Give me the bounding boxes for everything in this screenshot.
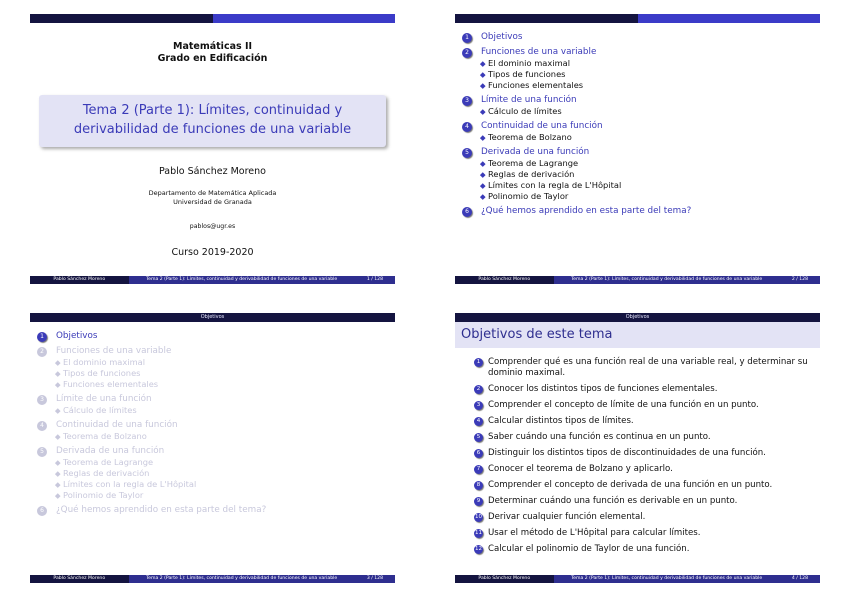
toc-section[interactable]: 6 ¿Qué hemos aprendido en esta parte del tema?	[37, 505, 391, 516]
toc-subsection[interactable]: Reglas de derivación	[462, 169, 816, 180]
institution	[30, 189, 395, 207]
toc-subsection[interactable]: Polinomio de Taylor	[462, 191, 816, 202]
item-number-icon: 3	[474, 401, 483, 410]
objectives-list	[474, 357, 814, 560]
list-item: 12 Calcular el polinomio de Taylor de una función.	[475, 544, 690, 554]
item-number-icon: 5	[474, 433, 483, 442]
section-header	[30, 313, 395, 322]
header-bar	[30, 14, 395, 23]
diamond-bullet-icon	[480, 109, 485, 114]
toc-subsection[interactable]: Teorema de Bolzano	[37, 431, 391, 442]
diamond-bullet-icon	[480, 161, 485, 166]
item-number-icon: 4	[474, 417, 483, 426]
toc-subsection[interactable]: Funciones elementales	[37, 379, 391, 390]
list-item: 3 Comprender el concepto de límite de una función en un punto.	[474, 400, 814, 411]
toc-subsection[interactable]: Teorema de Bolzano	[462, 132, 816, 143]
toc-section-current[interactable]: 1 Objetivos	[37, 331, 391, 342]
toc-section[interactable]: 5 Derivada de una función	[37, 446, 391, 457]
diamond-bullet-icon	[480, 135, 485, 140]
diamond-bullet-icon	[480, 194, 485, 199]
item-number-icon: 10	[475, 514, 482, 520]
footer	[30, 575, 395, 583]
title-box	[39, 95, 386, 147]
diamond-bullet-icon	[480, 83, 485, 88]
subject-block	[30, 41, 395, 65]
footer-title: Tema 2 (Parte 1): Límites, continuidad y derivabilidad de funciones de una variable	[554, 276, 780, 284]
diamond-bullet-icon	[55, 460, 60, 465]
page-number: 1 / 128	[355, 276, 395, 284]
diamond-bullet-icon	[55, 408, 60, 413]
university: Universidad de Granada	[173, 198, 252, 206]
list-item: 7 Conocer el teorema de Bolzano y aplicarlo.	[474, 464, 814, 475]
list-item: 5 Saber cuándo una función es continua en un punto.	[474, 432, 814, 443]
footer-author: Pablo Sánchez Moreno	[455, 575, 554, 583]
item-number-icon: 2	[474, 385, 483, 394]
footer	[455, 276, 820, 284]
section-number-icon: 2	[462, 48, 472, 58]
presentation-title: Tema 2 (Parte 1): Límites, continuidad y derivabilidad de funciones de una variable	[73, 103, 352, 137]
footer-title: Tema 2 (Parte 1): Límites, continuidad y derivabilidad de funciones de una variable	[129, 575, 355, 583]
toc-section[interactable]: 6 ¿Qué hemos aprendido en esta parte del tema?	[462, 206, 816, 217]
toc-subsection[interactable]: El dominio maximal	[462, 58, 816, 69]
diamond-bullet-icon	[55, 360, 60, 365]
toc-subsection[interactable]: Teorema de Lagrange	[37, 457, 391, 468]
section-header	[455, 313, 820, 322]
diamond-bullet-icon	[55, 371, 60, 376]
item-number-icon: 8	[474, 481, 483, 490]
slide-1	[30, 14, 395, 284]
section-number-icon: 5	[37, 447, 47, 457]
toc-section[interactable]: 3 Límite de una función	[462, 95, 816, 106]
list-item: 6 Distinguir los distintos tipos de discontinuidades de una función.	[474, 448, 814, 459]
toc-subsection[interactable]: Polinomio de Taylor	[37, 490, 391, 501]
email-link[interactable]: pablos@ugr.es	[189, 223, 236, 230]
item-number-icon: 9	[474, 497, 483, 506]
diamond-bullet-icon	[55, 434, 60, 439]
frame-title: Objetivos de este tema	[455, 322, 820, 348]
section-number-icon: 5	[462, 148, 472, 158]
diamond-bullet-icon	[480, 61, 485, 66]
degree: Grado en Edificación	[157, 53, 268, 64]
toc-subsection[interactable]: Límites con la regla de L'Hôpital	[37, 479, 391, 490]
header-bar	[455, 14, 820, 23]
list-item: 11 Usar el método de L'Hôpital para calcular límites.	[475, 528, 701, 538]
toc-section[interactable]: 4 Continuidad de una función	[37, 420, 391, 431]
footer-author: Pablo Sánchez Moreno	[30, 575, 129, 583]
footer-title: Tema 2 (Parte 1): Límites, continuidad y derivabilidad de funciones de una variable	[129, 276, 355, 284]
diamond-bullet-icon	[55, 482, 60, 487]
slide-3	[30, 313, 395, 583]
toc-subsection[interactable]: Tipos de funciones	[462, 69, 816, 80]
item-number-icon: 11	[475, 530, 482, 536]
section-number-icon: 6	[462, 207, 472, 217]
subject: Matemáticas II	[172, 41, 253, 52]
diamond-bullet-icon	[480, 72, 485, 77]
diamond-bullet-icon	[480, 172, 485, 177]
list-item: 10 Derivar cualquier función elemental.	[475, 512, 646, 522]
diamond-bullet-icon	[55, 382, 60, 387]
item-number-icon: 6	[474, 449, 483, 458]
diamond-bullet-icon	[480, 183, 485, 188]
footer	[30, 276, 395, 284]
toc-subsection[interactable]: Cálculo de límites	[462, 106, 816, 117]
table-of-contents	[37, 331, 391, 516]
page-number: 2 / 128	[780, 276, 820, 284]
toc-subsection[interactable]: Teorema de Lagrange	[462, 158, 816, 169]
list-item: 8 Comprender el concepto de derivada de una función en un punto.	[474, 480, 814, 491]
list-item: 1 Comprender qué es una función real de una variable real, y determinar su dominio maximal.	[474, 357, 814, 379]
toc-subsection[interactable]: El dominio maximal	[37, 357, 391, 368]
toc-section[interactable]: 5 Derivada de una función	[462, 147, 816, 158]
section-number-icon: 1	[462, 33, 472, 43]
toc-subsection[interactable]: Límites con la regla de L'Hôpital	[462, 180, 816, 191]
toc-subsection[interactable]: Tipos de funciones	[37, 368, 391, 379]
toc-section[interactable]: 2 Funciones de una variable	[37, 346, 391, 357]
section-number-icon: 1	[37, 332, 47, 342]
author: Pablo Sánchez Moreno	[159, 166, 266, 177]
slide-2	[455, 14, 820, 284]
section-number-icon: 4	[462, 122, 472, 132]
item-number-icon: 7	[474, 465, 483, 474]
toc-section[interactable]: 2 Funciones de una variable	[462, 47, 816, 58]
list-item: 4 Calcular distintos tipos de límites.	[474, 416, 814, 427]
footer-author: Pablo Sánchez Moreno	[455, 276, 554, 284]
course-year: Curso 2019-2020	[171, 247, 254, 258]
department: Departamento de Matemática Aplicada	[148, 189, 277, 197]
slide-4	[455, 313, 820, 583]
toc-section[interactable]: 3 Límite de una función	[37, 394, 391, 405]
section-name: Objetivos	[625, 314, 650, 320]
toc-section[interactable]: 1 Objetivos	[462, 32, 816, 43]
page-number: 4 / 128	[780, 575, 820, 583]
section-number-icon: 3	[462, 96, 472, 106]
toc-subsection[interactable]: Cálculo de límites	[37, 405, 391, 416]
toc-section[interactable]: 4 Continuidad de una función	[462, 121, 816, 132]
footer-title: Tema 2 (Parte 1): Límites, continuidad y derivabilidad de funciones de una variable	[554, 575, 780, 583]
toc-subsection[interactable]: Funciones elementales	[462, 80, 816, 91]
section-name: Objetivos	[200, 314, 225, 320]
list-item: 2 Conocer los distintos tipos de funciones elementales.	[474, 384, 814, 395]
diamond-bullet-icon	[55, 493, 60, 498]
item-number-icon: 12	[475, 546, 482, 552]
section-number-icon: 6	[37, 506, 47, 516]
toc-subsection[interactable]: Reglas de derivación	[37, 468, 391, 479]
footer-author: Pablo Sánchez Moreno	[30, 276, 129, 284]
section-number-icon: 3	[37, 395, 47, 405]
list-item: 9 Determinar cuándo una función es derivable en un punto.	[474, 496, 814, 507]
footer	[455, 575, 820, 583]
page-number: 3 / 128	[355, 575, 395, 583]
section-number-icon: 4	[37, 421, 47, 431]
section-number-icon: 2	[37, 347, 47, 357]
table-of-contents	[462, 32, 816, 217]
item-number-icon: 1	[474, 358, 483, 367]
diamond-bullet-icon	[55, 471, 60, 476]
